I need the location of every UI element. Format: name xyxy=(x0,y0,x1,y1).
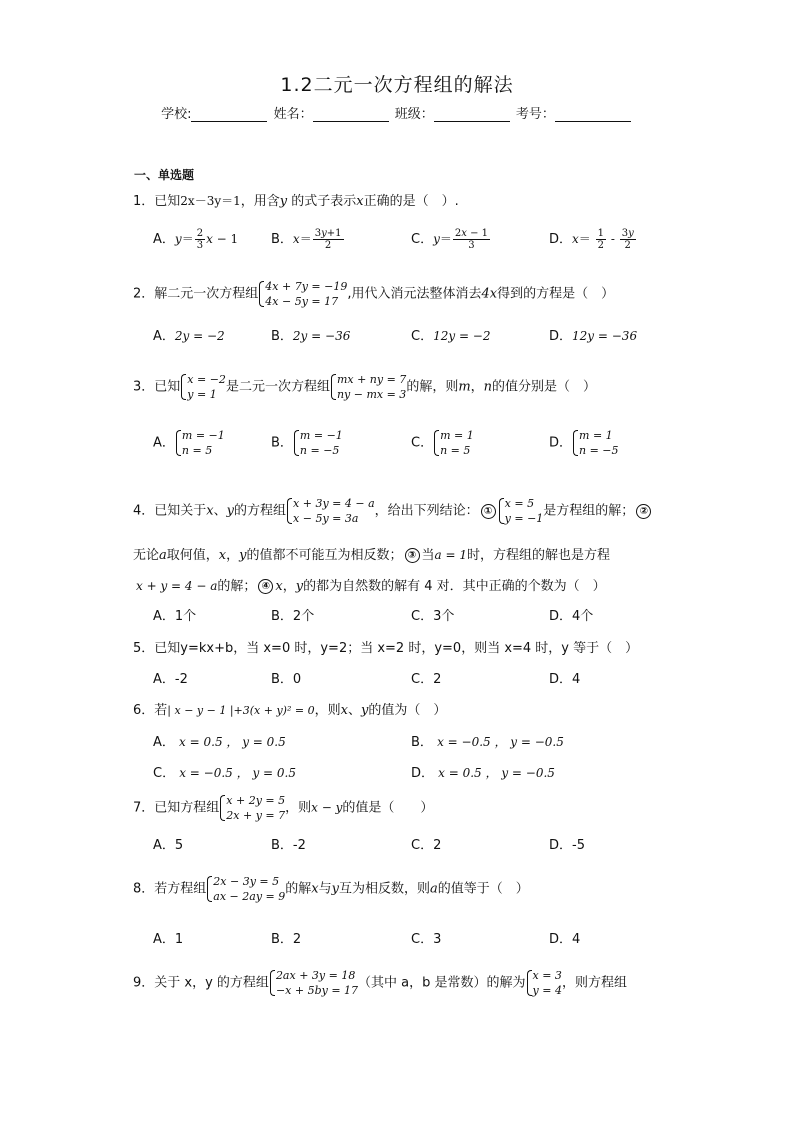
question-3: 3．已知 x = −2 y = 1 是二元一次方程组 mx + ny = 7 ny − mx = 3 的解，则m，n的值分别是（ ） xyxy=(133,373,597,401)
q5-option-d[interactable]: D．4 xyxy=(549,672,581,687)
q6-option-a[interactable]: A． x = 0.5 ， y = 0.5 xyxy=(153,735,286,750)
class-blank[interactable] xyxy=(434,107,510,122)
q4-option-a[interactable]: A．1个 xyxy=(153,609,197,624)
question-1: 1．已知2x－3y＝1，用含y 的式子表示x正确的是（ ）. xyxy=(133,194,459,209)
q4-option-b[interactable]: B．2个 xyxy=(271,609,315,624)
class-label: 班级： xyxy=(394,107,434,122)
q7-option-d[interactable]: D．-5 xyxy=(549,838,585,853)
page-title: 1.2二元一次方程组的解法 xyxy=(280,74,514,96)
q4-option-c[interactable]: C．3个 xyxy=(411,609,455,624)
q7-option-c[interactable]: C．2 xyxy=(411,838,442,853)
q2-option-b[interactable]: B．2y = −36 xyxy=(271,329,351,344)
question-6: 6．若| x − y − 1 |+3(x + y)² = 0，则x、y的值为（ ） xyxy=(133,703,447,718)
number-blank[interactable] xyxy=(555,107,631,122)
q2-option-c[interactable]: C．12y = −2 xyxy=(411,329,491,344)
q5-option-b[interactable]: B．0 xyxy=(271,672,302,687)
question-4-line-3: x + y = 4 − a的解； ④ x，y的都为自然数的解有 4 对．其中正确的个数为（ ） xyxy=(136,579,606,594)
q3-option-b[interactable]: B． m = −1 n = −5 xyxy=(271,429,343,457)
q1-option-b[interactable]: B．x＝ $\frac{3y+1}{2}$ xyxy=(271,228,342,251)
question-2: 2．解二元一次方程组 4x + 7y = −19 4x − 5y = 17 ,用代入消元法整体消去4x得到的方程是（ ） xyxy=(133,280,615,308)
q2-option-d[interactable]: D．12y = −36 xyxy=(549,329,638,344)
q3-option-a[interactable]: A． m = −1 n = 5 xyxy=(153,429,225,457)
q1-option-c[interactable]: C．y＝ $\frac{2x - 1}{3}$ xyxy=(411,228,488,251)
section-heading: 一、单选题 xyxy=(134,168,195,182)
question-9: 9．关于 x，y 的方程组 2ax + 3y = 18 −x + 5by = 17 （其中 a，b 是常数）的解为 x = 3 y = 4 ，则方程组 xyxy=(133,969,627,997)
question-7: 7．已知方程组 x + 2y = 5 2x + y = 7 ，则x − y的值是（ ） xyxy=(133,794,434,822)
student-info xyxy=(0,103,794,122)
q1-option-d[interactable]: D．x＝ $\frac{1}{2}$ - $\frac{3y}{2}$ xyxy=(549,228,634,251)
question-4-line-2: 无论a取何值，x，y的值都不可能互为相反数； ③ 当a = 1时，方程组的解也是方程 xyxy=(133,548,611,563)
name-blank[interactable] xyxy=(313,107,389,122)
number-label: 考号： xyxy=(515,107,555,122)
question-8: 8．若方程组 2x − 3y = 5 ax − 2ay = 9 的解x与y互为相反数，则a的值等于（ ） xyxy=(133,875,529,903)
q6-option-c[interactable]: C． x = −0.5 ， y = 0.5 xyxy=(153,766,296,781)
q3-option-c[interactable]: C． m = 1 n = 5 xyxy=(411,429,474,457)
q8-option-d[interactable]: D．4 xyxy=(549,932,581,947)
q5-option-c[interactable]: C．2 xyxy=(411,672,442,687)
q5-option-a[interactable]: A．-2 xyxy=(153,672,188,687)
q6-option-b[interactable]: B． x = −0.5 ， y = −0.5 xyxy=(411,735,564,750)
q6-option-d[interactable]: D． x = 0.5 ， y = −0.5 xyxy=(411,766,555,781)
q7-option-b[interactable]: B．-2 xyxy=(271,838,306,853)
name-label: 姓名： xyxy=(273,107,313,122)
q2-system: 4x + 7y = −19 4x − 5y = 17 xyxy=(258,279,347,309)
school-blank[interactable] xyxy=(191,107,267,122)
school-label: 学校: xyxy=(161,107,192,122)
q4-option-d[interactable]: D．4个 xyxy=(549,609,594,624)
q2-option-a[interactable]: A．2y = −2 xyxy=(153,329,225,344)
q1-option-a[interactable]: A．y＝ $\frac{2}{3}$ x − 1 xyxy=(153,228,239,251)
q8-option-a[interactable]: A．1 xyxy=(153,932,184,947)
q3-option-d[interactable]: D． m = 1 n = −5 xyxy=(549,429,619,457)
q8-option-b[interactable]: B．2 xyxy=(271,932,302,947)
q7-option-a[interactable]: A．5 xyxy=(153,838,184,853)
q8-option-c[interactable]: C．3 xyxy=(411,932,442,947)
question-4: 4．已知关于x、y的方程组 x + 3y = 4 − a x − 5y = 3a ，给出下列结论： ① x = 5 y = −1 是方程组的解； ② xyxy=(133,496,653,526)
question-5: 5．已知y=kx+b，当 x=0 时，y=2；当 x=2 时，y=0，则当 x=4 时，y 等于（ ） xyxy=(133,641,639,656)
